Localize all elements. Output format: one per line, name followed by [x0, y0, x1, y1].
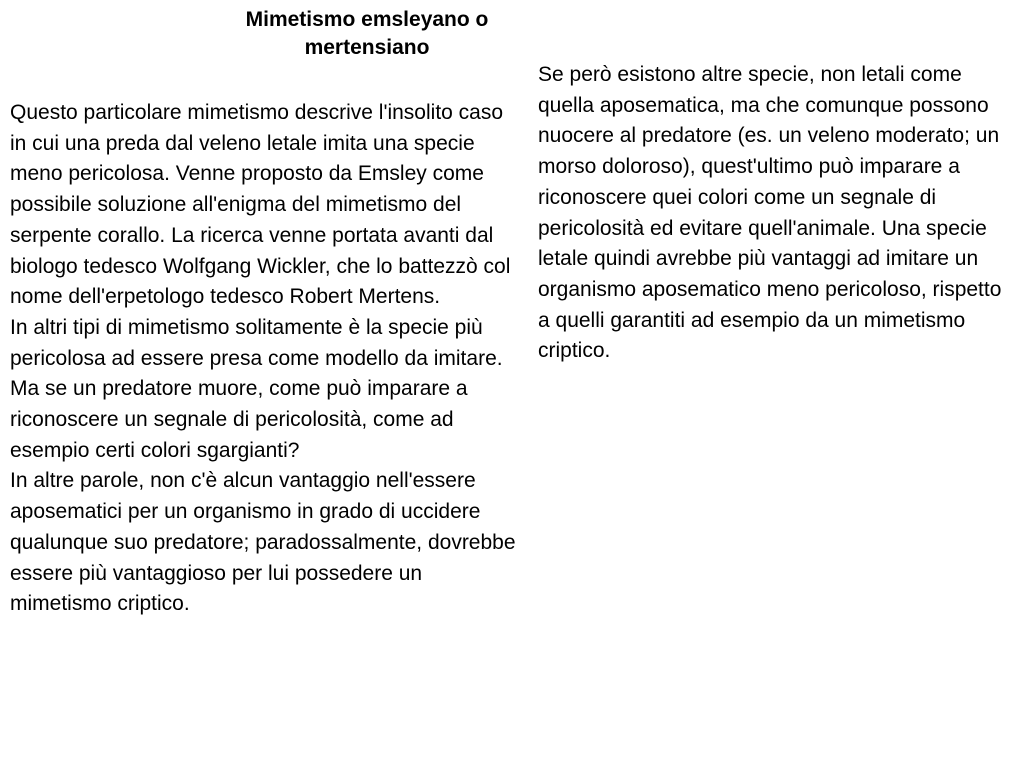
slide-title: [212, 6, 522, 62]
right-text-column: [538, 60, 1008, 367]
left-paragraph-2: In altri tipi di mimetismo solitamente è la specie più pericolosa ad essere presa come modello da imitare. Ma se un predatore muore, come può imparare a riconoscere un segnale di pericolosità, come ad esempio certi colori sgargianti?: [10, 315, 503, 462]
right-paragraph-1: Se però esistono altre specie, non letali come quella aposematica, ma che comunque possono nuocere al predatore (es. un veleno moderato; un morso doloroso), quest'ultimo può imparare a riconoscere quei colori come un segnale di pericolosità ed evitare quell'animale. Una specie letale quindi avrebbe più vantaggi ad imitare un organismo aposematico meno pericoloso, rispetto a quelli garantiti ad esempio da un mimetismo criptico.: [538, 63, 1002, 363]
left-text-column: [10, 98, 525, 620]
left-paragraph-1: Questo particolare mimetismo descrive l'insolito caso in cui una preda dal veleno letale imita una specie meno pericolosa. Venne proposto da Emsley come possibile soluzione all'enigma del mimetismo del serpente corallo. La ricerca venne portata avanti dal biologo tedesco Wolfgang Wickler, che lo battezzò col nome dell'erpetologo tedesco Robert Mertens.: [10, 101, 511, 309]
slide-title-line-1: Mimetismo emsleyano o: [245, 8, 489, 31]
slide-title-line-2: mertensiano: [304, 36, 430, 59]
left-paragraph-3: In altre parole, non c'è alcun vantaggio nell'essere aposematici per un organismo in grado di uccidere qualunque suo predatore; paradossalmente, dovrebbe essere più vantaggioso per lui possedere un mimetismo criptico.: [10, 469, 516, 616]
